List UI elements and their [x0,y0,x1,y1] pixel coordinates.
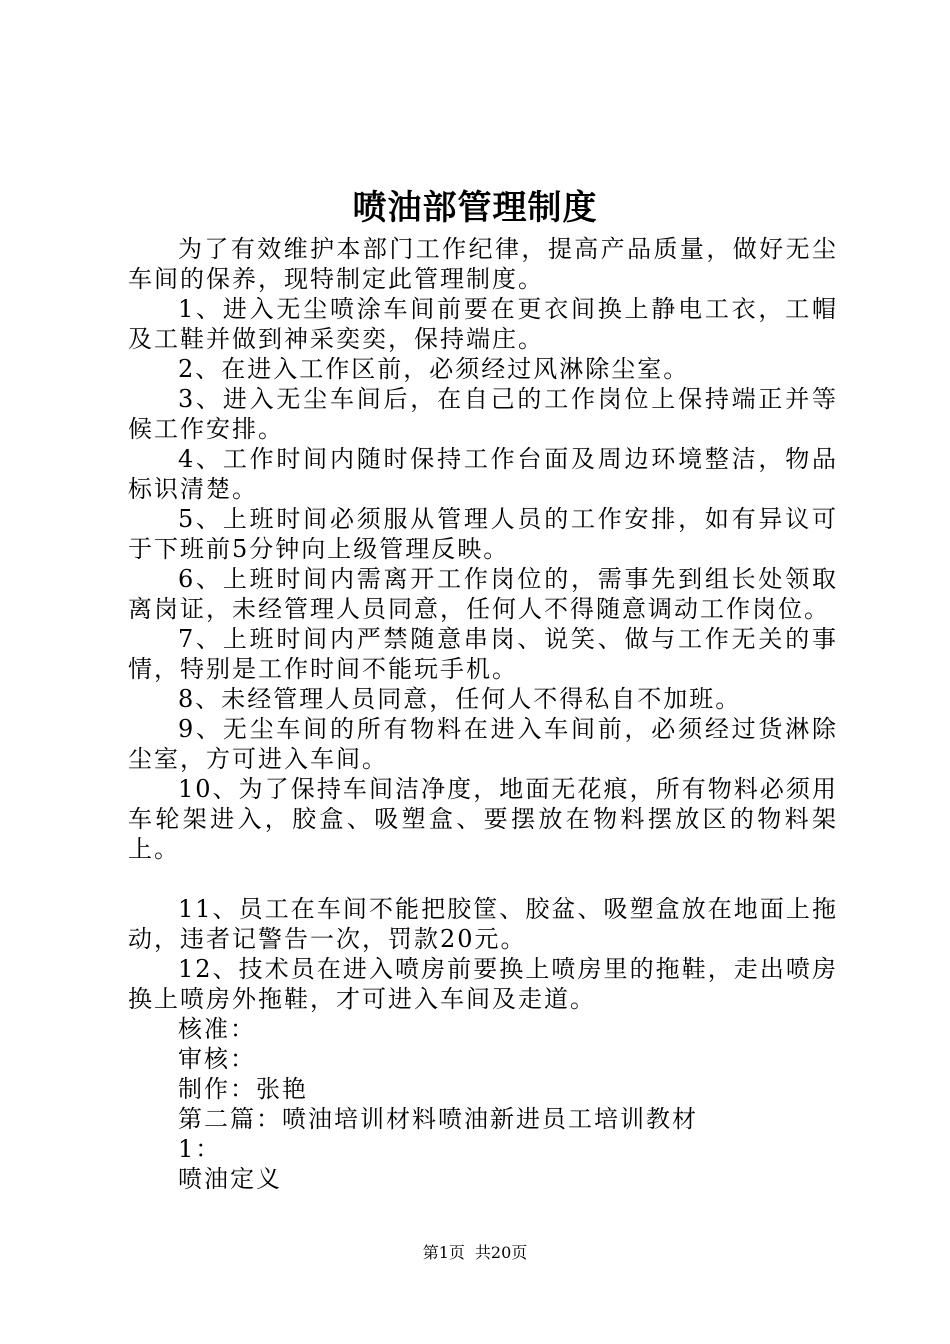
intro-paragraph: 为了有效维护本部门工作纪律，提高产品质量，做好无尘车间的保养，现特制定此管理制度。 [128,235,838,293]
blank-line [128,864,838,894]
section2-subheading: 喷油定义 [178,1165,282,1193]
review-line: 审核： [178,1045,256,1073]
rule-11: 11、员工在车间不能把胶筐、胶盆、吸塑盒放在地面上拖动，违者记警告一次，罚款20元。 [128,895,838,953]
rule-1: 1、进入无尘喷涂车间前要在更衣间换上静电工衣，工帽及工鞋并做到神采奕奕，保持端庄。 [128,295,838,353]
section2-number: 1： [178,1135,222,1163]
page-footer [0,1242,950,1264]
made-by-line: 制作：张艳 [178,1075,308,1103]
approve-line: 核准： [178,1015,256,1043]
rule-10: 10、为了保持车间洁净度，地面无花痕，所有物料必须用车轮架进入，胶盒、吸塑盒、要摆放在物料摆放区的物料架上。 [128,775,838,863]
rule-9: 9、无尘车间的所有物料在进入车间前，必须经过货淋除尘室，方可进入车间。 [128,715,838,773]
rule-7: 7、上班时间内严禁随意串岗、说笑、做与工作无关的事情，特别是工作时间不能玩手机。 [128,625,838,683]
page-total: 共20页 [474,1243,528,1262]
document-title: 喷油部管理制度 [352,188,598,228]
section2-heading: 第二篇：喷油培训材料喷油新进员工培训教材 [178,1105,698,1133]
page-number: 第1页 [422,1243,465,1262]
rule-12: 12、技术员在进入喷房前要换上喷房里的拖鞋，走出喷房换上喷房外拖鞋，才可进入车间及走道。 [128,955,838,1013]
rule-4: 4、工作时间内随时保持工作台面及周边环境整洁，物品标识清楚。 [128,445,838,503]
rule-3: 3、进入无尘车间后，在自己的工作岗位上保持端正并等候工作安排。 [128,385,838,443]
rule-6: 6、上班时间内需离开工作岗位的，需事先到组长处领取离岗证，未经管理人员同意，任何人不得随意调动工作岗位。 [128,565,838,623]
rule-2: 2、在进入工作区前，必须经过风淋除尘室。 [178,355,690,383]
document-body [128,234,838,1194]
rule-8: 8、未经管理人员同意，任何人不得私自不加班。 [178,685,742,713]
rule-5: 5、上班时间必须服从管理人员的工作安排，如有异议可于下班前5分钟向上级管理反映。 [128,505,838,563]
